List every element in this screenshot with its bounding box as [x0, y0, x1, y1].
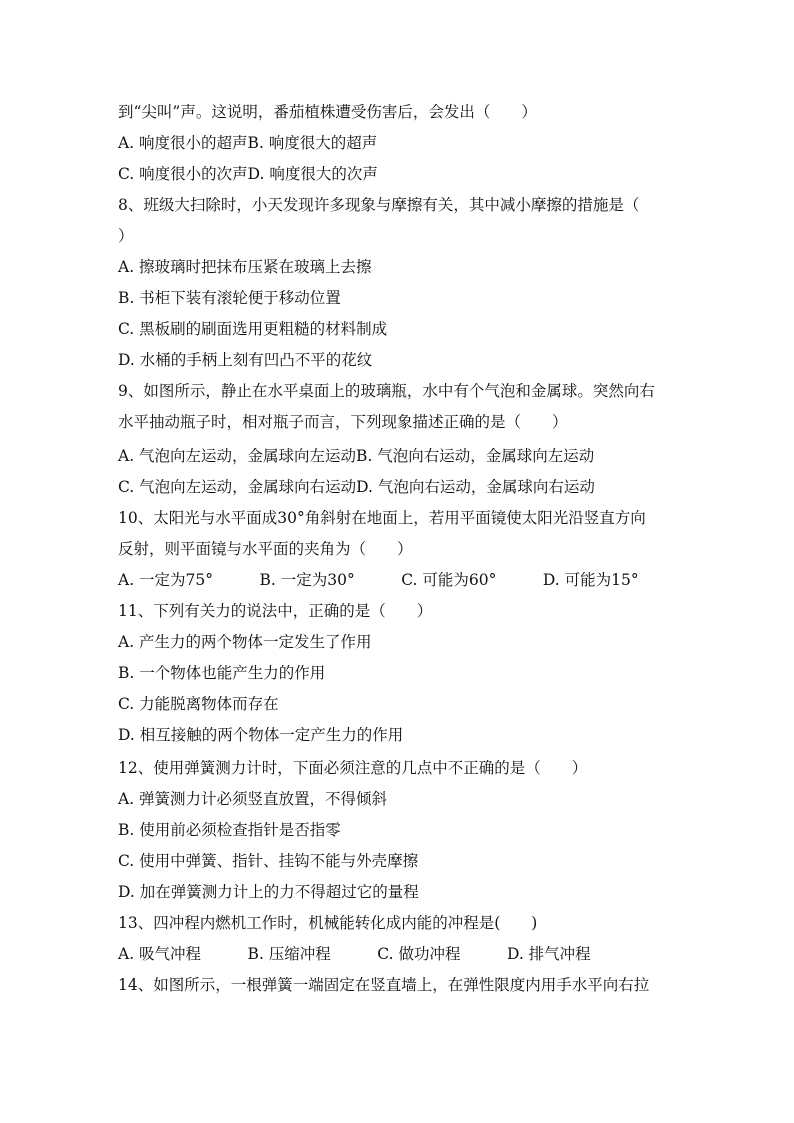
option-line: C. 黑板刷的刷面选用更粗糙的材料制成 — [118, 320, 388, 338]
option-line: C. 响度很小的次声D. 响度很大的次声 — [118, 165, 378, 183]
option-line: B. 书柜下装有滚轮便于移动位置 — [118, 289, 341, 307]
option-line: C. 使用中弹簧、指针、挂钩不能与外壳摩擦 — [118, 852, 419, 870]
text-line: 水平抽动瓶子时，相对瓶子而言，下列现象描述正确的是（ ） — [118, 413, 568, 431]
option-line: A. 气泡向左运动，金属球向左运动B. 气泡向右运动，金属球向左运动 — [118, 447, 595, 465]
option-line: D. 相互接触的两个物体一定产生力的作用 — [118, 726, 404, 744]
question-12: 12、使用弹簧测力计时，下面必须注意的几点中不正确的是（ ） — [118, 759, 588, 777]
option-line: B. 一个物体也能产生力的作用 — [118, 664, 326, 682]
option-line: A. 吸气冲程 B. 压缩冲程 C. 做功冲程 D. 排气冲程 — [118, 945, 591, 963]
option-line: C. 力能脱离物体而存在 — [118, 695, 279, 713]
text-line: 反射，则平面镜与水平面的夹角为（ ） — [118, 540, 413, 558]
option-line: B. 使用前必须检查指针是否指零 — [118, 821, 341, 839]
question-11: 11、下列有关力的说法中，正确的是（ ） — [118, 602, 433, 620]
question-13: 13、四冲程内燃机工作时，机械能转化成内能的冲程是( ) — [118, 914, 538, 932]
option-line: C. 气泡向左运动，金属球向右运动D. 气泡向右运动，金属球向右运动 — [118, 478, 595, 496]
question-14: 14、如图所示，一根弹簧一端固定在竖直墙上，在弹性限度内用手水平向右拉 — [118, 976, 650, 994]
question-9: 9、如图所示，静止在水平桌面上的玻璃瓶，水中有个气泡和金属球。突然向右 — [118, 382, 655, 400]
text-line: ） — [118, 227, 134, 245]
question-10: 10、太阳光与水平面成30°角斜射在地面上，若用平面镜使太阳光沿竖直方向 — [118, 509, 646, 527]
option-line: A. 一定为75° B. 一定为30° C. 可能为60° D. 可能为15° — [118, 571, 639, 589]
option-line: D. 加在弹簧测力计上的力不得超过它的量程 — [118, 883, 419, 901]
option-line: A. 弹簧测力计必须竖直放置，不得倾斜 — [118, 790, 388, 808]
option-line: A. 产生力的两个物体一定发生了作用 — [118, 633, 372, 651]
question-8: 8、班级大扫除时，小天发现许多现象与摩擦有关，其中减小摩擦的措施是（ — [118, 196, 640, 214]
option-line: A. 擦玻璃时把抹布压紧在玻璃上去擦 — [118, 258, 372, 276]
option-line: A. 响度很小的超声B. 响度很大的超声 — [118, 134, 378, 152]
option-line: D. 水桶的手柄上刻有凹凸不平的花纹 — [118, 351, 373, 369]
text-line: 到“尖叫”声。这说明，番茄植株遭受伤害后，会发出（ ） — [118, 103, 537, 121]
